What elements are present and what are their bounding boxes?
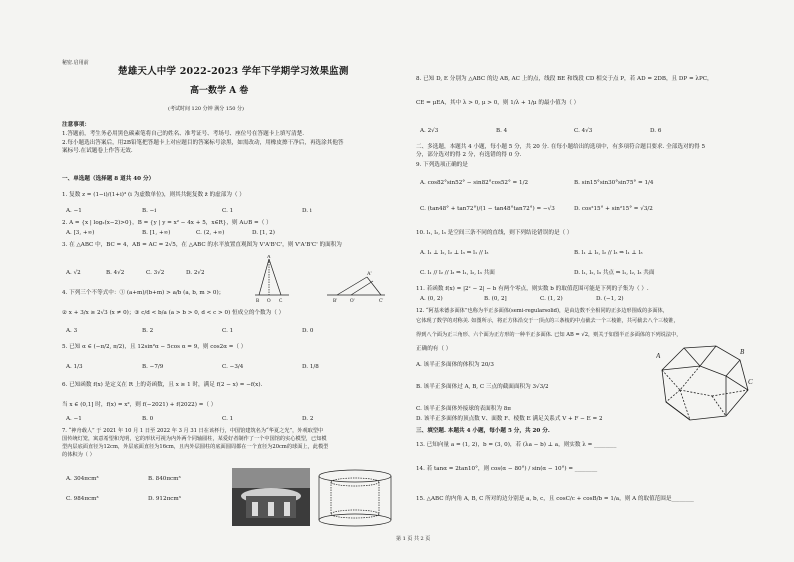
q9-stem: 9. 下列选项正确的是 (416, 162, 468, 168)
q10-option-d: D. l₁, l₂, l₃ 共点 ⇒ l₁, l₂, l₃ 共面 (574, 270, 655, 276)
q6-option-d: D. 2 (302, 416, 314, 422)
semi-regular-polyhedron-figure (656, 340, 756, 424)
q11-option-a: A. (0, 2) (420, 296, 443, 302)
q7-stem-d: 的体积为（ ） (62, 452, 95, 458)
q12-option-d: D. 该半正多面体的顶点数 V、面数 F、棱数 E 满足关系式 V + F − E = 2 (416, 416, 603, 422)
note-1: 1.答题前，考生务必用黑色碳素笔将自己的姓名、准考证号、考场号、座位号在答题卡上填写清楚. (62, 131, 305, 137)
q12-stem-d: 正确的有（ ） (416, 346, 452, 352)
q12-option-b: B. 该半正多面体过 A, B, C 三点的截面面积为 3√3/2 (416, 384, 549, 390)
exam-title: 楚雄天人中学 2022-2023 学年下学期学习效果监测 (118, 66, 349, 77)
q9-option-c: C. (tan48° + tan72°)/(1 − tan48°tan72°) = −√3 (420, 206, 555, 212)
q8-option-d: D. 6 (650, 128, 662, 134)
fig3-label-a: A (267, 255, 271, 260)
fig12-label-a: A (656, 352, 661, 360)
q3-option-b: B. 4√2 (106, 270, 125, 276)
q4-stem: 4. 下列三个不等式中：① (a+m)/(b+m) > a/b (a, b, m > 0)； (62, 290, 225, 296)
q15-stem: 15. △ABC 的内角 A, B, C 所对的边分别是 a, b, c，且 cosC/c + cosB/b = 1/a，则 A 的取值范围是________ (416, 496, 694, 502)
q3-option-a: A. √2 (66, 270, 81, 276)
q12-option-c: C. 该半正多面体外接球的表面积为 8π (416, 406, 511, 412)
q12-stem-a: 12. “阿基米德多面体”也称为半正多面体(semi-regularsolid)，是由边数不全相同的正多边形围成的多面体， (416, 308, 668, 314)
exam-info: (考试时间 120 分钟 满分 150 分) (168, 106, 244, 112)
q2-option-a: A. [3, +∞) (66, 230, 95, 236)
q5-option-c: C. −3/4 (222, 364, 244, 370)
q11-stem: 11. 若函数 f(x) = |2ˣ − 2| − b 有两个零点，则实数 b 的取值范围可能是下列的子集为（ ）. (416, 286, 649, 292)
q5-option-a: A. 1/3 (66, 364, 83, 370)
note-2b: 案标号.在试题卷上作答无效. (62, 148, 133, 154)
q4-option-d: D. 0 (302, 328, 314, 334)
q2-option-d: D. [1, 2) (252, 230, 275, 236)
q6-option-a: A. −1 (66, 416, 82, 422)
q14-stem: 14. 若 tanα = 2tan10°，则 cos(α − 80°) / sin(α − 10°) = ________ (416, 466, 598, 472)
q7-option-d: D. 912πcm³ (148, 496, 181, 502)
notes-heading: 注意事项： (62, 122, 90, 128)
q5-option-b: B. −7/9 (142, 364, 164, 370)
fig3-label-b: B (256, 299, 260, 303)
section3-heading: 三、填空题. 本题共 4 小题，每小题 5 分，共 20 分. (416, 428, 550, 434)
q12-stem-c: 得到八个面为正三角形、六个面为正方形的一种半正多面体. 已知 AB = √2，则关于如图半正多面体的下列说法中， (416, 332, 682, 338)
fig3-label-c: C (279, 299, 283, 303)
q3-option-d: D. 2√2 (186, 270, 205, 276)
q2-stem: 2. A = {x | log₂(x−2)>0}，B = {y | y = x² − 4x + 5，x∈R}，则 A∪B =（ ） (62, 220, 272, 226)
q8-stem-b: CE = μEA，其中 λ > 0, μ > 0，则 1/λ + 1/μ 的最小值为（ ） (416, 100, 580, 106)
q10-option-b: B. l₁ ⊥ l₂, l₂ // l₃ ⇒ l₁ ⊥ l₃ (574, 250, 643, 256)
q1-option-c: C. 1 (222, 208, 234, 214)
q10-option-c: C. l₁ // l₂ // l₃ ⇒ l₁, l₂, l₃ 共面 (420, 270, 495, 276)
q8-option-b: B. 4 (496, 128, 508, 134)
q4-option-c: C. 1 (222, 328, 234, 334)
q12-option-a: A. 该半正多面体的体积为 20/3 (416, 362, 494, 368)
q3-option-c: C. 3√2 (146, 270, 165, 276)
cylinder-model-figure (314, 468, 396, 528)
fig3-label-o: O (267, 299, 271, 303)
q8-option-c: C. 4√3 (574, 128, 593, 134)
q1-stem: 1. 复数 z = (1−i)/(1+i)³ (i 为虚数单位)，则其共轭复数 z̄ 的虚部为（ ） (62, 192, 245, 198)
section2-heading: 二、多选题，本题共 4 小题，每小题 5 分，共 20 分. 在每小题给出的选项中，有多项符合题目要求. 全部选对的得 5 (416, 144, 706, 150)
fig3-label-o2: O' (350, 299, 355, 303)
q8-stem-a: 8. 已知 D, E 分别为 △ABC 的边 AB, AC 上的点，线段 BE 和线段 CD 相交于点 P，若 AD = 2DB，且 DP = λPC， (416, 76, 713, 82)
q7-option-b: B. 840πcm³ (148, 476, 181, 482)
q11-option-d: D. (−1, 2) (596, 296, 624, 302)
q2-option-b: B. [1, +∞) (142, 230, 171, 236)
section2-heading-b: 分，部分选对的得 2 分，有选错的得 0 分. (416, 152, 522, 158)
q5-stem: 5. 已知 α ∈ (−π/2, π/2)，且 12sin²α − 5cos α = 9，则 cos2α =（ ） (62, 344, 247, 350)
q2-option-c: C. (2, +∞) (196, 230, 225, 236)
fig12-label-c: C (748, 378, 753, 386)
china-pavilion-photo (232, 468, 310, 526)
section1-heading: 一、单选题（选择题 8 道共 40 分） (62, 176, 155, 182)
exam-subtitle: 高一数学 A 卷 (190, 86, 249, 96)
note-2a: 2.每小题选出答案后，用2B铅笔把答题卡上对应题目的答案标号涂黑，如需改动，用橡皮擦干净后，再选涂其他答 (62, 140, 344, 146)
q6-option-c: C. 1 (222, 416, 234, 422)
fig3-label-c2: C' (379, 299, 384, 303)
q1-option-b: B. −i (142, 208, 157, 214)
q4-stem-b: ② x + 3/x ≥ 2√3 (x ≠ 0)；③ c/d < b/a (a > b > 0, d < c > 0) 恒成立的个数为（ ） (62, 310, 285, 316)
q3-stem: 3. 在 △ABC 中，BC = 4，AB = AC = 2√5，在 △ABC 的水平放置直观图为 V'A'B'C'，则 V'A'B'C' 的面积为 (62, 242, 342, 248)
q7-stem-c: 型内层底面直径为12cm，外层底面直径为16cm，且内外层圆柱的底面圆周都在一个直径为20cm的球面上，此模型 (62, 444, 329, 450)
q12-stem-b: 它体现了数学的对称美. 如图所示，将正方体沿交于一顶点的三条棱的中点截去一个三棱锥，共可截去八个三棱锥， (416, 318, 679, 324)
q11-option-b: B. (0, 2] (484, 296, 507, 302)
fig12-label-b: B (740, 348, 745, 356)
q9-option-b: B. sin15°sin30°sin75° = 1/4 (574, 180, 654, 186)
fig3-label-a2: A' (367, 272, 372, 277)
q7-stem-b: 国传统灯笼，寓意希望和光明，它的形状可视为内外两个同轴圆柱，某爱好者制作了一个中国馆的实心模型，已知模 (62, 436, 327, 442)
q9-option-a: A. cos82°sin52° − sin82°cos52° = 1/2 (420, 180, 529, 186)
q1-option-a: A. −1 (66, 208, 82, 214)
q4-option-b: B. 2 (142, 328, 154, 334)
q7-option-a: A. 304πcm³ (66, 476, 99, 482)
fig3-label-b2: B' (333, 299, 338, 303)
page-footer: 第 1 页 共 2 页 (396, 536, 431, 542)
q6-option-b: B. 0 (142, 416, 154, 422)
q6-stem-b: 当 x ∈ (0,1] 时，f(x) = x²，则 f(−2021) + f(2022) =（ ） (62, 402, 217, 408)
secret-label: 秘密.启用前 (62, 60, 89, 66)
q3-figure (255, 255, 395, 303)
q8-option-a: A. 2√3 (420, 128, 439, 134)
q9-option-d: D. cos²15° + sin²15° = √3/2 (574, 206, 653, 212)
q4-option-a: A. 3 (66, 328, 78, 334)
q6-stem: 6. 已知函数 f(x) 是定义在 R 上的奇函数，且 x ≥ 1 时，满足 f(2 − x) = −f(x). (62, 382, 263, 388)
q11-option-c: C. (1, 2) (540, 296, 563, 302)
q5-option-d: D. 1/8 (302, 364, 319, 370)
q1-option-d: D. i (302, 208, 312, 214)
q13-stem: 13. 已知向量 a = (1, 2)，b = (3, 0)，若 (λa − b) ⊥ a，则实数 λ = ________ (416, 442, 617, 448)
q7-option-c: C. 984πcm³ (66, 496, 99, 502)
q10-stem: 10. l₁, l₂, l₃ 是空间三条不同的直线，则下列结论错误的是（ ） (416, 230, 573, 236)
q7-stem-a: 7. “神舟载人” 于 2021 年 10 月 1 日至 2022 年 3 月 31 日在该杯行，中国馆建筑名为“华夏之光”，外观取型中 (62, 428, 324, 434)
q10-option-a: A. l₁ ⊥ l₂, l₂ ⊥ l₃ ⇒ l₁ // l₃ (420, 250, 489, 256)
